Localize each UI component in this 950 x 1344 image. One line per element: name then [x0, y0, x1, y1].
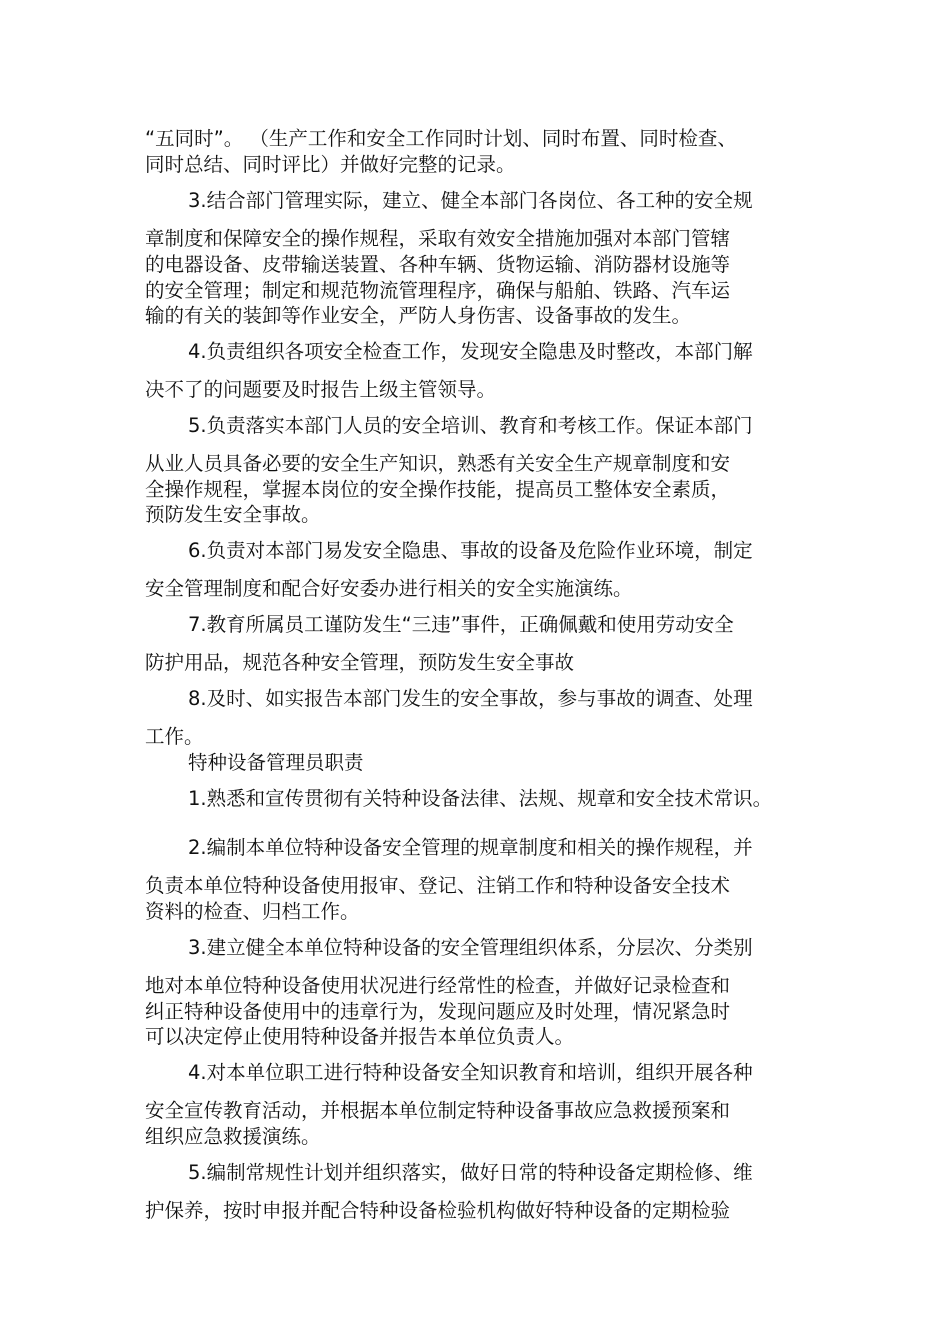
- text-line: 输的有关的装卸等作业安全，严防人身伤害、设备事故的发生。: [145, 304, 692, 327]
- text-line: 章制度和保障安全的操作规程，采取有效安全措施加强对本部门管辖: [145, 227, 731, 250]
- paragraph-start: 6.负责对本部门易发安全隐患、事故的设备及危险作业环境，制定: [188, 539, 753, 562]
- text-line: 地对本单位特种设备使用状况进行经常性的检查，并做好记录检查和: [145, 974, 731, 997]
- paragraph-start: 8.及时、如实报告本部门发生的安全事故，参与事故的调查、处理: [188, 687, 753, 710]
- text-line: 可以决定停止使用特种设备并报告本单位负责人。: [145, 1025, 575, 1048]
- paragraph-start: 7.教育所属员工谨防发生“三违”事件，正确佩戴和使用劳动安全: [188, 613, 734, 636]
- text-line: 安全管理制度和配合好安委办进行相关的安全实施演练。: [145, 577, 633, 600]
- paragraph-start: 3.结合部门管理实际，建立、健全本部门各岗位、各工种的安全规: [188, 189, 753, 212]
- paragraph-start: 4.对本单位职工进行特种设备安全知识教育和培训，组织开展各种: [188, 1061, 753, 1084]
- text-line: 安全宣传教育活动，并根据本单位制定特种设备事故应急救援预案和: [145, 1099, 731, 1122]
- text-line: 全操作规程，掌握本岗位的安全操作技能，提高员工整体安全素质，: [145, 478, 731, 501]
- text-line: 决不了的问题要及时报告上级主管领导。: [145, 378, 497, 401]
- text-line: 防护用品，规范各种安全管理，预防发生安全事故: [145, 651, 575, 674]
- text-line: 的安全管理；制定和规范物流管理程序，确保与船舶、铁路、汽车运: [145, 279, 731, 302]
- text-line: “五同时”。 （生产工作和安全工作同时计划、同时布置、同时检查、: [145, 127, 737, 150]
- text-line: 组织应急救援演练。: [145, 1125, 321, 1148]
- text-line: 同时总结、同时评比）并做好完整的记录。: [145, 153, 516, 176]
- text-line: 从业人员具备必要的安全生产知识，熟悉有关安全生产规章制度和安: [145, 452, 731, 475]
- text-line: 工作。: [145, 725, 204, 748]
- text-line: 护保养，按时申报并配合特种设备检验机构做好特种设备的定期检验: [145, 1199, 731, 1222]
- text-line: 预防发生安全事故。: [145, 503, 321, 526]
- paragraph-start: 5.编制常规性计划并组织落实，做好日常的特种设备定期检修、维: [188, 1161, 753, 1184]
- text-line: 负责本单位特种设备使用报审、登记、注销工作和特种设备安全技术: [145, 874, 731, 897]
- text-line: 资料的检查、归档工作。: [145, 900, 360, 923]
- text-line: 的电器设备、皮带输送装置、各种车辆、货物运输、消防器材设施等: [145, 253, 731, 276]
- section-heading: 特种设备管理员职责: [188, 751, 364, 774]
- paragraph-start: 5.负责落实本部门人员的安全培训、教育和考核工作。保证本部门: [188, 414, 753, 437]
- paragraph-start: 4.负责组织各项安全检查工作，发现安全隐患及时整改，本部门解: [188, 340, 753, 363]
- paragraph-start: 3.建立健全本单位特种设备的安全管理组织体系，分层次、分类别: [188, 936, 753, 959]
- paragraph-start: 1.熟悉和宣传贯彻有关特种设备法律、法规、规章和安全技术常识。: [188, 787, 773, 810]
- paragraph-start: 2.编制本单位特种设备安全管理的规章制度和相关的操作规程，并: [188, 836, 753, 859]
- text-line: 纠正特种设备使用中的违章行为，发现问题应及时处理，情况紧急时: [145, 1000, 731, 1023]
